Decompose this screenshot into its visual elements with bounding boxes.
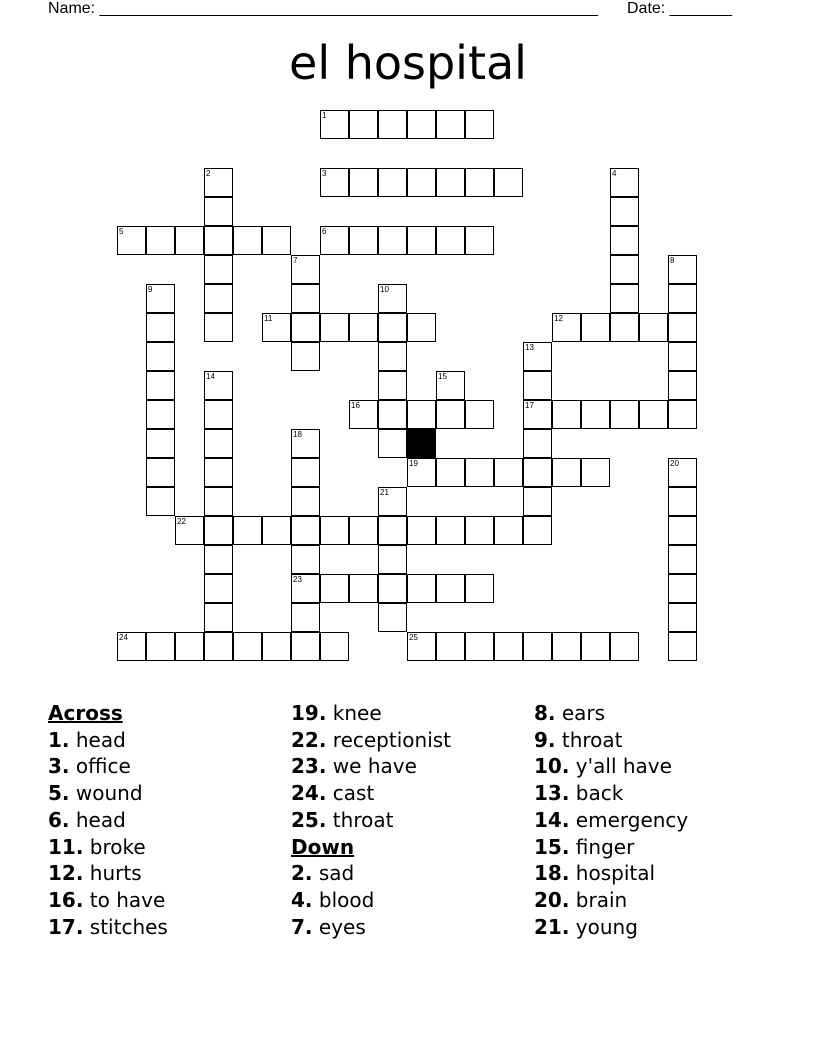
clue-number: 23. [291, 754, 327, 779]
clue-item [534, 914, 688, 941]
grid-cell[interactable] [668, 632, 697, 661]
clue-text: to have [89, 887, 166, 912]
grid-cell[interactable] [378, 168, 407, 197]
grid-cell[interactable] [349, 574, 378, 603]
grid-cell[interactable] [436, 632, 465, 661]
grid-cell[interactable] [668, 516, 697, 545]
grid-cell[interactable] [552, 458, 581, 487]
grid-cell[interactable] [407, 400, 436, 429]
grid-cell[interactable] [117, 226, 146, 255]
clue-text: eyes [318, 914, 366, 939]
grid-cell[interactable] [349, 226, 378, 255]
clue-number: 14. [534, 807, 570, 832]
grid-cell[interactable] [610, 197, 639, 226]
grid-cell[interactable] [320, 168, 349, 197]
grid-cell[interactable] [610, 632, 639, 661]
clue-text: office [75, 754, 131, 779]
grid-cell[interactable] [146, 487, 175, 516]
clue-item [291, 887, 451, 914]
grid-cell[interactable] [407, 313, 436, 342]
grid-cell[interactable] [465, 110, 494, 139]
clue-number: 21. [534, 914, 570, 939]
clue-column-1 [48, 700, 168, 940]
grid-cell[interactable] [320, 110, 349, 139]
clue-item [291, 700, 451, 727]
clue-item [534, 834, 688, 861]
cell-number: 11 [264, 314, 273, 323]
grid-cell[interactable] [610, 313, 639, 342]
grid-cell[interactable] [378, 603, 407, 632]
grid-cell[interactable] [262, 313, 291, 342]
grid-cell[interactable] [407, 632, 436, 661]
grid-cell[interactable] [320, 313, 349, 342]
clue-item [48, 834, 168, 861]
grid-cell[interactable] [175, 516, 204, 545]
clue-number: 25. [291, 807, 327, 832]
clue-text: knee [332, 701, 382, 725]
cell-number: 3 [322, 169, 327, 178]
clue-text: back [575, 781, 624, 806]
clue-item [534, 887, 688, 914]
grid-cell[interactable] [668, 574, 697, 603]
clue-item [534, 700, 688, 727]
grid-cell[interactable] [523, 371, 552, 400]
grid-cell[interactable] [378, 110, 407, 139]
clue-text: emergency [575, 807, 689, 832]
clue-number: 20. [534, 887, 570, 912]
grid-cell[interactable] [523, 487, 552, 516]
clue-text: wound [75, 781, 143, 806]
clue-item [48, 887, 168, 914]
grid-cell[interactable] [494, 168, 523, 197]
clue-number: 19. [291, 701, 327, 725]
clue-text: finger [575, 834, 635, 859]
grid-cell[interactable] [465, 400, 494, 429]
grid-cell[interactable] [407, 516, 436, 545]
grid-cell[interactable] [668, 284, 697, 313]
grid-cell[interactable] [465, 458, 494, 487]
grid-cell[interactable] [668, 255, 697, 284]
grid-cell[interactable] [378, 429, 407, 458]
clue-item [48, 727, 168, 754]
grid-cell[interactable] [291, 545, 320, 574]
grid-cell[interactable] [291, 458, 320, 487]
date-line[interactable]: Date: _______ [627, 0, 732, 17]
grid-cell[interactable] [146, 313, 175, 342]
grid-cell[interactable] [291, 255, 320, 284]
cell-number: 16 [351, 401, 360, 410]
cell-number: 12 [554, 314, 563, 323]
grid-cell[interactable] [581, 400, 610, 429]
clue-item [291, 753, 451, 780]
grid-cell[interactable] [146, 342, 175, 371]
clue-number: 2. [291, 861, 313, 886]
grid-cell[interactable] [204, 168, 233, 197]
cell-number: 23 [293, 575, 302, 584]
clue-item [534, 860, 688, 887]
grid-cell[interactable] [146, 400, 175, 429]
clue-item [48, 914, 168, 941]
grid-cell[interactable] [349, 400, 378, 429]
cell-number: 19 [409, 459, 418, 468]
grid-cell[interactable] [233, 632, 262, 661]
grid-cell[interactable] [436, 516, 465, 545]
cell-number: 13 [525, 343, 534, 352]
grid-cell[interactable] [233, 226, 262, 255]
grid-cell[interactable] [668, 545, 697, 574]
clue-text: blood [318, 887, 375, 912]
grid-cell[interactable] [436, 458, 465, 487]
grid-cell[interactable] [523, 429, 552, 458]
grid-cell[interactable] [407, 168, 436, 197]
clue-text: throat [561, 727, 623, 752]
clue-item [291, 914, 451, 941]
clue-text: cast [332, 781, 375, 806]
grid-cell[interactable] [233, 516, 262, 545]
grid-cell[interactable] [610, 400, 639, 429]
cell-number: 22 [177, 517, 186, 526]
clue-number: 8. [534, 701, 556, 725]
grid-cell[interactable] [378, 545, 407, 574]
grid-cell[interactable] [581, 632, 610, 661]
clue-text: sad [318, 861, 355, 886]
clue-item [48, 780, 168, 807]
clue-column-2 [291, 700, 451, 940]
grid-cell[interactable] [204, 255, 233, 284]
grid-cell[interactable] [436, 400, 465, 429]
grid-cell[interactable] [291, 313, 320, 342]
clue-text: head [75, 807, 126, 832]
grid-cell[interactable] [262, 632, 291, 661]
grid-cell[interactable] [552, 313, 581, 342]
grid-cell[interactable] [465, 632, 494, 661]
clue-text: stitches [89, 914, 168, 939]
clue-text: young [575, 914, 638, 939]
grid-cell[interactable] [204, 226, 233, 255]
grid-cell[interactable] [146, 429, 175, 458]
grid-cell[interactable] [523, 342, 552, 371]
grid-cell[interactable] [668, 313, 697, 342]
cell-number: 15 [438, 372, 447, 381]
cell-number: 1 [322, 111, 327, 120]
grid-cell[interactable] [291, 574, 320, 603]
clue-item [48, 860, 168, 887]
grid-cell[interactable] [552, 400, 581, 429]
clue-text: hurts [89, 861, 142, 886]
grid-cell[interactable] [378, 574, 407, 603]
grid-cell[interactable] [581, 313, 610, 342]
grid-cell[interactable] [291, 516, 320, 545]
grid-cell[interactable] [523, 400, 552, 429]
cell-number: 17 [525, 401, 534, 410]
grid-cell[interactable] [349, 313, 378, 342]
clue-item [534, 727, 688, 754]
grid-cell[interactable] [204, 400, 233, 429]
grid-cell[interactable] [291, 603, 320, 632]
grid-cell[interactable] [204, 516, 233, 545]
clue-number: 24. [291, 781, 327, 806]
clue-number: 1. [48, 727, 70, 752]
grid-cell[interactable] [204, 313, 233, 342]
grid-cell[interactable] [610, 226, 639, 255]
grid-cell[interactable] [436, 226, 465, 255]
clue-number: 15. [534, 834, 570, 859]
cell-number: 20 [670, 459, 679, 468]
grid-cell[interactable] [465, 516, 494, 545]
grid-cell[interactable] [407, 226, 436, 255]
grid-cell[interactable] [349, 168, 378, 197]
grid-cell[interactable] [465, 226, 494, 255]
grid-cell[interactable] [291, 632, 320, 661]
cell-number: 25 [409, 633, 418, 642]
grid-cell[interactable] [175, 632, 204, 661]
cell-number: 5 [119, 227, 124, 236]
grid-cell[interactable] [146, 226, 175, 255]
grid-cell[interactable] [204, 458, 233, 487]
cell-number: 2 [206, 169, 211, 178]
clue-number: 11. [48, 834, 84, 859]
clue-column-3 [534, 700, 688, 940]
grid-cell[interactable] [291, 487, 320, 516]
grid-cell[interactable] [436, 371, 465, 400]
grid-cell[interactable] [668, 458, 697, 487]
grid-cell[interactable] [436, 574, 465, 603]
clue-item [291, 807, 451, 834]
clue-number: 12. [48, 861, 84, 886]
grid-cell[interactable] [204, 197, 233, 226]
grid-cell[interactable] [204, 603, 233, 632]
grid-cell[interactable] [262, 226, 291, 255]
clue-number: 16. [48, 887, 84, 912]
cell-number: 10 [380, 285, 389, 294]
grid-cell[interactable] [117, 632, 146, 661]
grid-cell[interactable] [668, 603, 697, 632]
clue-item [291, 780, 451, 807]
cell-number: 8 [670, 256, 675, 265]
grid-cell[interactable] [465, 168, 494, 197]
grid-cell[interactable] [146, 632, 175, 661]
grid-cell[interactable] [204, 487, 233, 516]
cell-number: 18 [293, 430, 302, 439]
cell-number: 9 [148, 285, 153, 294]
grid-cell[interactable] [378, 487, 407, 516]
grid-cell[interactable] [291, 284, 320, 313]
cell-number: 4 [612, 169, 617, 178]
grid-cell[interactable] [349, 516, 378, 545]
clue-text: head [75, 727, 126, 752]
grid-cell[interactable] [610, 284, 639, 313]
grid-cell[interactable] [378, 516, 407, 545]
grid-cell[interactable] [494, 516, 523, 545]
clue-text: we have [332, 754, 417, 779]
grid-cell[interactable] [378, 400, 407, 429]
clue-item [48, 807, 168, 834]
grid-cell[interactable] [668, 400, 697, 429]
grid-cell[interactable] [378, 371, 407, 400]
clue-item [534, 753, 688, 780]
across-heading: Across [48, 701, 123, 725]
clue-item [534, 780, 688, 807]
grid-cell[interactable] [320, 226, 349, 255]
clue-number: 18. [534, 861, 570, 886]
grid-cell[interactable] [146, 371, 175, 400]
clue-number: 3. [48, 754, 70, 779]
grid-cell[interactable] [610, 255, 639, 284]
grid-cell[interactable] [291, 342, 320, 371]
grid-cell[interactable] [552, 632, 581, 661]
cell-number: 6 [322, 227, 327, 236]
grid-cell[interactable] [204, 284, 233, 313]
clue-text: throat [332, 807, 394, 832]
grid-cell[interactable] [523, 632, 552, 661]
grid-cell[interactable] [407, 458, 436, 487]
puzzle-title: el hospital [289, 36, 527, 90]
grid-cell[interactable] [378, 342, 407, 371]
clue-number: 22. [291, 727, 327, 752]
clue-text: hospital [575, 861, 656, 886]
grid-cell[interactable] [204, 632, 233, 661]
grid-cell[interactable] [639, 400, 668, 429]
grid-cell[interactable] [204, 545, 233, 574]
clue-text: receptionist [332, 727, 452, 752]
grid-cell[interactable] [320, 632, 349, 661]
clue-text: brain [575, 887, 628, 912]
clue-number: 7. [291, 914, 313, 939]
grid-cell[interactable] [146, 458, 175, 487]
grid-cell[interactable] [523, 516, 552, 545]
clue-text: y'all have [575, 754, 672, 779]
grid-cell[interactable] [320, 516, 349, 545]
grid-cell[interactable] [320, 574, 349, 603]
grid-cell[interactable] [494, 632, 523, 661]
grid-cell[interactable] [204, 574, 233, 603]
grid-cell[interactable] [146, 284, 175, 313]
cell-number: 7 [293, 256, 298, 265]
grid-cell[interactable] [378, 284, 407, 313]
grid-cell[interactable] [378, 226, 407, 255]
grid-cell[interactable] [581, 458, 610, 487]
clue-text: ears [561, 701, 606, 725]
clue-number: 9. [534, 727, 556, 752]
clue-item [291, 727, 451, 754]
clue-number: 5. [48, 781, 70, 806]
grid-cell[interactable] [668, 487, 697, 516]
grid-cell[interactable] [436, 110, 465, 139]
clue-number: 10. [534, 754, 570, 779]
grid-cell[interactable] [204, 371, 233, 400]
grid-cell[interactable] [436, 168, 465, 197]
name-line[interactable]: Name: ________________________________________________________ [48, 0, 598, 17]
grid-cell[interactable] [175, 226, 204, 255]
grid-cell[interactable] [262, 516, 291, 545]
clue-number: 6. [48, 807, 70, 832]
grid-cell[interactable] [349, 110, 378, 139]
grid-cell[interactable] [378, 313, 407, 342]
cell-number: 14 [206, 372, 215, 381]
grid-cell[interactable] [494, 458, 523, 487]
grid-cell[interactable] [639, 313, 668, 342]
clue-item [48, 753, 168, 780]
grid-cell[interactable] [610, 168, 639, 197]
grid-cell[interactable] [465, 574, 494, 603]
clue-item [534, 807, 688, 834]
grid-cell[interactable] [204, 429, 233, 458]
grid-cell[interactable] [291, 429, 320, 458]
grid-cell[interactable] [668, 371, 697, 400]
cell-number: 24 [119, 633, 128, 642]
cell-number: 21 [380, 488, 389, 497]
clue-number: 4. [291, 887, 313, 912]
clue-item [291, 860, 451, 887]
clue-number: 13. [534, 781, 570, 806]
clue-number: 17. [48, 914, 84, 939]
grid-cell[interactable] [407, 574, 436, 603]
grid-cell[interactable] [668, 342, 697, 371]
down-heading: Down [291, 834, 355, 859]
grid-cell[interactable] [407, 110, 436, 139]
grid-block [407, 429, 436, 458]
grid-cell[interactable] [523, 458, 552, 487]
clue-text: broke [89, 834, 146, 859]
